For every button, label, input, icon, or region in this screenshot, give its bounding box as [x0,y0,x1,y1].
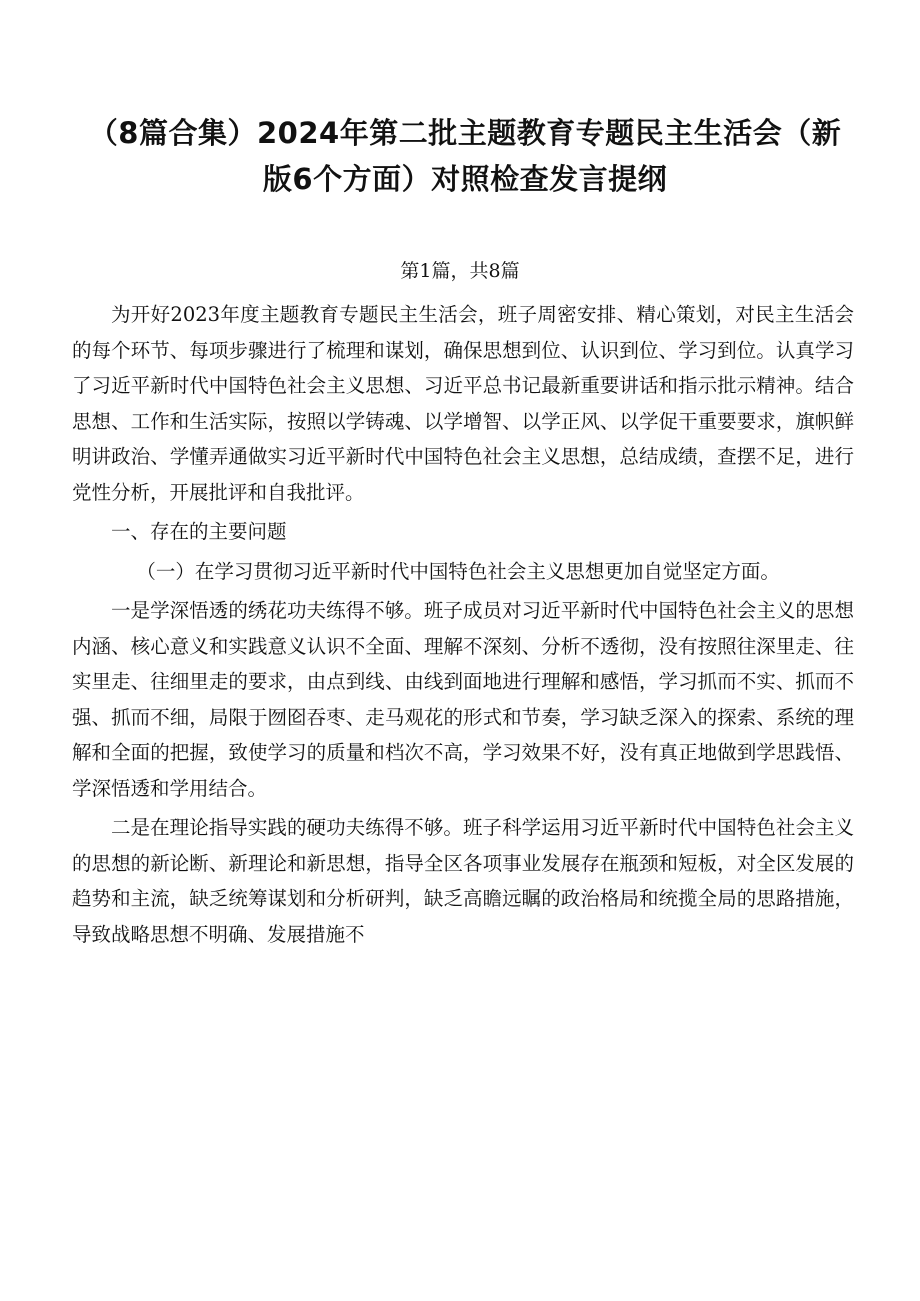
section-counter: 第1篇，共8篇 [400,260,520,282]
title-line-1: （8篇合集）2024年第二批主题教育专题民主生活会（新 [88,116,842,150]
body-paragraph-1: 一是学深悟透的绣花功夫练得不够。班子成员对习近平新时代中国特色社会主义的思想内涵、核心意义和实践意义认识不全面、理解不深刻、分析不透彻，没有按照往深里走、往实里走、往细里走的要求，由点到线、由线到面地进行理解和感悟，学习抓而不实、抓而不强、抓而不细，局限于囫囵吞枣、走马观花的形式和节奏，学习缺乏深入的探索、系统的理解和全面的把握，致使学习的质量和档次不高，学习效果不好，没有真正地做到学思践悟、学深悟透和学用结合。 [72,599,854,800]
document-title [70,110,860,202]
body-paragraph-2: 二是在理论指导实践的硬功夫练得不够。班子科学运用习近平新时代中国特色社会主义的思想的新论断、新理论和新思想，指导全区各项事业发展存在瓶颈和短板，对全区发展的趋势和主流，缺乏统筹谋划和分析研判，缺乏高瞻远瞩的政治格局和统揽全局的思路措施，导致战略思想不明确、发展措施不 [72,816,854,946]
document-body [72,297,854,952]
title-line-2: 版6个方面）对照检查发言提纲 [262,162,668,196]
section-heading: 一、存在的主要问题 [111,520,287,543]
intro-paragraph: 为开好2023年度主题教育专题民主生活会，班子周密安排、精心策划，对民主生活会的每个环节、每项步骤进行了梳理和谋划，确保思想到位、认识到位、学习到位。认真学习了习近平新时代中国特色社会主义思想、习近平总书记最新重要讲话和指示批示精神。结合思想、工作和生活实际，按照以学铸魂、以学增智、以学正风、以学促干重要要求，旗帜鲜明讲政治、学懂弄通做实习近平新时代中国特色社会主义思想，总结成绩，查摆不足，进行党性分析，开展批评和自我批评。 [72,303,854,504]
subsection-heading: （一）在学习贯彻习近平新时代中国特色社会主义思想更加自觉坚定方面。 [136,559,780,583]
